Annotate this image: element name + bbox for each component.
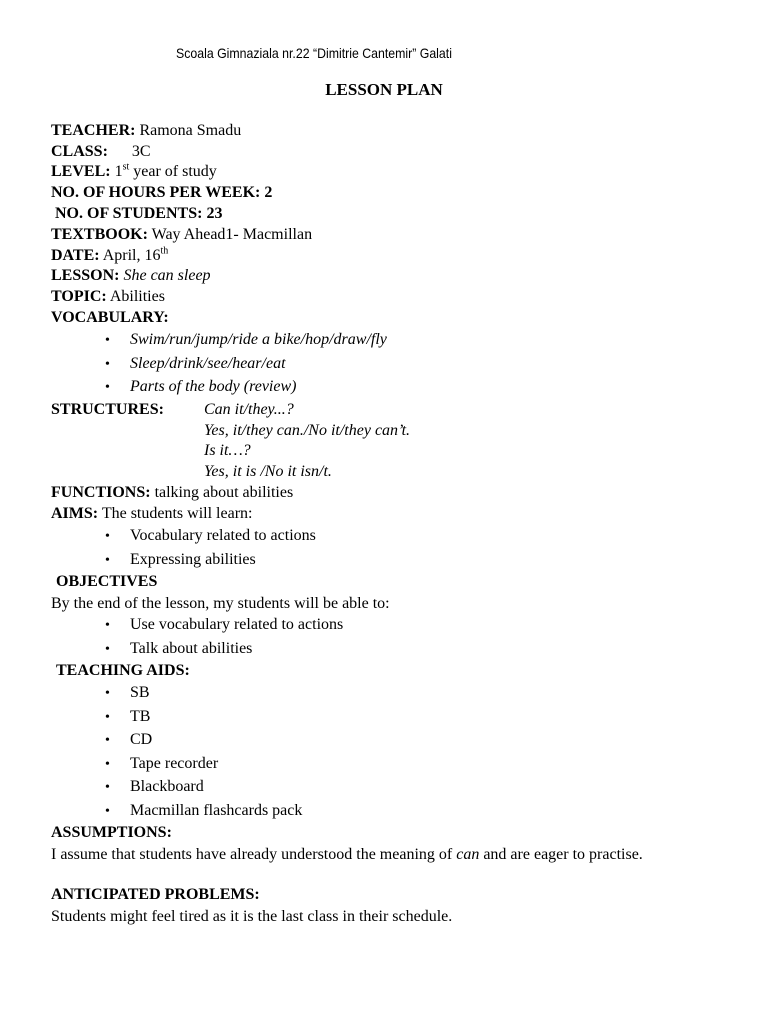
list-item (105, 354, 286, 375)
class-value: 3C (131, 143, 151, 160)
functions-value: talking about abilities (154, 484, 294, 501)
structures-label: STRUCTURES: (51, 401, 164, 418)
aims-item: Expressing abilities (130, 551, 256, 568)
list-item (105, 330, 387, 351)
teaching-aid-item: SB (130, 684, 150, 701)
objectives-item: Use vocabulary related to actions (130, 616, 344, 633)
bullet-icon: • (105, 710, 110, 725)
vocabulary-item: Sleep/drink/see/hear/eat (130, 355, 286, 372)
structure-line: Yes, it is /No it isn/t. (204, 463, 332, 480)
bullet-icon: • (105, 804, 110, 819)
list-item (105, 377, 296, 398)
date-label: DATE: (51, 247, 100, 264)
list-item (105, 777, 204, 798)
students-label: NO. OF STUDENTS: (55, 205, 203, 222)
assumptions-text (51, 845, 643, 865)
teaching-aid-item: Blackboard (130, 778, 204, 795)
aims-row (51, 504, 252, 524)
objectives-item: Talk about abilities (130, 640, 253, 657)
list-item (105, 550, 256, 571)
textbook-value: Way Ahead1- Macmillan (151, 226, 313, 243)
date-sup: th (160, 245, 169, 257)
objectives-label: OBJECTIVES (56, 573, 158, 590)
students-value: 23 (206, 205, 223, 222)
assumptions-text-before: I assume that students have already understood the meaning of (51, 846, 453, 863)
lesson-value: She can sleep (123, 267, 211, 284)
bullet-icon: • (105, 618, 110, 633)
bullet-icon: • (105, 757, 110, 772)
aims-label: AIMS: (51, 505, 99, 522)
textbook-row (51, 225, 312, 245)
list-item (105, 707, 150, 728)
objectives-intro: By the end of the lesson, my students will be able to: (51, 595, 390, 612)
school-name: Scoala Gimnaziala nr.22 “Dimitrie Cantemir” Galati (176, 45, 452, 61)
topic-value: Abilities (109, 288, 165, 305)
structure-line: Is it…? (204, 442, 251, 459)
structure-line: Yes, it/they can./No it/they can’t. (204, 422, 411, 439)
list-item (105, 754, 218, 775)
teaching-aid-item: TB (130, 708, 151, 725)
assumptions-text-after: and are eager to practise. (483, 846, 643, 863)
vocabulary-label: VOCABULARY: (51, 309, 169, 326)
hours-label: NO. OF HOURS PER WEEK: (51, 184, 261, 201)
bullet-icon: • (105, 333, 110, 348)
lesson-label: LESSON: (51, 267, 120, 284)
list-item (105, 730, 152, 751)
bullet-icon: • (105, 357, 110, 372)
vocabulary-item: Swim/run/jump/ride a bike/hop/draw/fly (130, 331, 387, 348)
topic-label: TOPIC: (51, 288, 107, 305)
page-title: LESSON PLAN (325, 80, 443, 99)
functions-label: FUNCTIONS: (51, 484, 151, 501)
level-row (51, 162, 217, 182)
bullet-icon: • (105, 780, 110, 795)
level-rest: year of study (133, 163, 217, 180)
teacher-label: TEACHER: (51, 122, 136, 139)
teacher-value: Ramona Smadu (139, 122, 242, 139)
bullet-icon: • (105, 686, 110, 701)
date-value: April, 16 (102, 247, 161, 264)
date-row (51, 246, 168, 266)
list-item (105, 615, 343, 636)
list-item (105, 639, 252, 660)
bullet-icon: • (105, 553, 110, 568)
structure-line: Can it/they...? (204, 401, 294, 418)
assumptions-text-italic: can (456, 846, 480, 863)
bullet-icon: • (105, 529, 110, 544)
teacher-row (51, 121, 241, 141)
topic-row (51, 287, 165, 307)
list-item (105, 526, 316, 547)
aims-item: Vocabulary related to actions (130, 527, 316, 544)
bullet-icon: • (105, 733, 110, 748)
bullet-icon: • (105, 380, 110, 395)
problems-label: ANTICIPATED PROBLEMS: (51, 886, 260, 903)
class-row (51, 142, 151, 162)
aims-value: The students will learn: (101, 505, 253, 522)
functions-row (51, 483, 293, 503)
students-row (55, 204, 222, 224)
hours-row (51, 183, 272, 203)
level-num: 1 (114, 163, 123, 180)
level-label: LEVEL: (51, 163, 111, 180)
teaching-aid-item: CD (130, 731, 153, 748)
problems-text: Students might feel tired as it is the last class in their schedule. (51, 908, 453, 925)
hours-value: 2 (264, 184, 273, 201)
list-item (105, 683, 150, 704)
assumptions-label: ASSUMPTIONS: (51, 824, 172, 841)
list-item (105, 801, 302, 822)
teaching-aid-item: Macmillan flashcards pack (130, 802, 303, 819)
lesson-row (51, 266, 211, 286)
class-label: CLASS: (51, 143, 108, 160)
teaching-aid-item: Tape recorder (130, 755, 219, 772)
textbook-label: TEXTBOOK: (51, 226, 148, 243)
bullet-icon: • (105, 642, 110, 657)
vocabulary-item: Parts of the body (review) (130, 378, 297, 395)
teaching-aids-label: TEACHING AIDS: (56, 662, 190, 679)
level-sup: st (122, 161, 130, 173)
